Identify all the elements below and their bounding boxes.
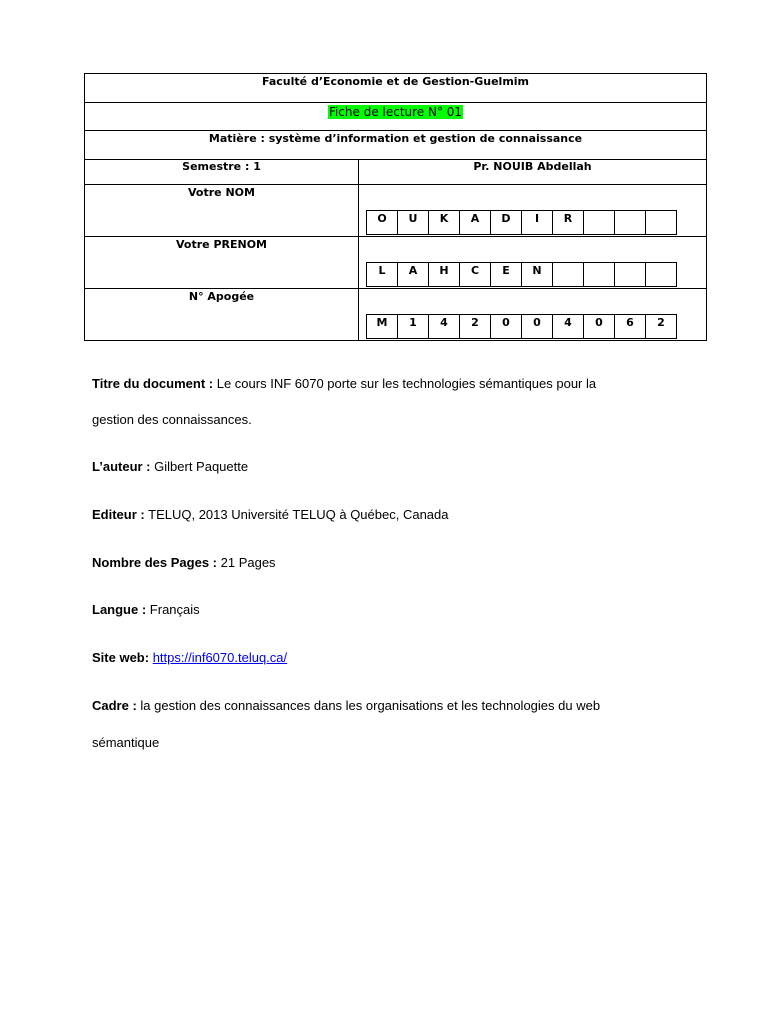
author-label: L’auteur : xyxy=(92,459,151,474)
firstname-letter-boxes xyxy=(366,262,677,287)
semester-cell xyxy=(85,160,359,185)
letter-box: D xyxy=(491,211,522,235)
letter-box xyxy=(584,263,615,287)
editor-label: Editeur : xyxy=(92,507,145,522)
firstname-label-cell xyxy=(85,237,359,289)
website-field xyxy=(92,650,692,666)
apogee-digit-boxes xyxy=(366,314,677,339)
digit-box: M xyxy=(367,315,398,339)
apogee-boxes-cell xyxy=(359,289,707,341)
name-label: Votre NOM xyxy=(188,186,255,199)
letter-box xyxy=(646,211,677,235)
letter-box: N xyxy=(522,263,553,287)
title-label: Titre du document : xyxy=(92,376,214,391)
pages-value: 21 Pages xyxy=(220,555,276,570)
frame-value: la gestion des connaissances dans les organisations et les technologies du web xyxy=(140,698,601,713)
letter-box xyxy=(646,263,677,287)
semester: Semestre : 1 xyxy=(182,160,261,173)
digit-box: 4 xyxy=(553,315,584,339)
sheet-title-cell xyxy=(85,103,707,131)
frame-field xyxy=(92,698,692,714)
name-letter-boxes xyxy=(366,210,677,235)
subject: Matière : système d’information et gestion de connaissance xyxy=(208,132,583,145)
title-value: Le cours INF 6070 porte sur les technologies sémantiques pour la xyxy=(216,376,597,391)
professor-cell xyxy=(359,160,707,185)
name-boxes-cell xyxy=(359,185,707,237)
pages-label: Nombre des Pages : xyxy=(92,555,217,570)
letter-box: U xyxy=(398,211,429,235)
subject-cell xyxy=(85,131,707,160)
digit-box: 0 xyxy=(584,315,615,339)
letter-box: E xyxy=(491,263,522,287)
website-link[interactable]: https://inf6070.teluq.ca/ xyxy=(152,650,288,665)
digit-box: 6 xyxy=(615,315,646,339)
letter-box: A xyxy=(460,211,491,235)
name-label-cell xyxy=(85,185,359,237)
title-value-continued: gestion des connaissances. xyxy=(92,412,252,427)
digit-box: 0 xyxy=(491,315,522,339)
letter-box: H xyxy=(429,263,460,287)
frame-label: Cadre : xyxy=(92,698,137,713)
frame-value-continued: sémantique xyxy=(92,735,160,750)
digit-box: 4 xyxy=(429,315,460,339)
digit-box: 2 xyxy=(460,315,491,339)
language-value: Français xyxy=(149,602,200,617)
professor: Pr. NOUIB Abdellah xyxy=(473,160,592,173)
language-label: Langue : xyxy=(92,602,147,617)
letter-box xyxy=(553,263,584,287)
letter-box: I xyxy=(522,211,553,235)
faculty-cell xyxy=(85,74,707,103)
author-value: Gilbert Paquette xyxy=(154,459,249,474)
website-label: Site web: xyxy=(92,650,150,665)
language-field xyxy=(92,602,692,618)
letter-box xyxy=(584,211,615,235)
letter-box: C xyxy=(460,263,491,287)
letter-box xyxy=(615,263,646,287)
firstname-boxes-cell xyxy=(359,237,707,289)
firstname-label: Votre PRENOM xyxy=(176,238,267,251)
sheet-title: Fiche de lecture N° 01 xyxy=(328,105,463,119)
letter-box: K xyxy=(429,211,460,235)
frame-field-continued xyxy=(92,735,692,751)
title-field xyxy=(92,376,692,392)
author-field xyxy=(92,459,692,475)
digit-box: 2 xyxy=(646,315,677,339)
apogee-label-cell xyxy=(85,289,359,341)
digit-box: 1 xyxy=(398,315,429,339)
title-field-continued xyxy=(92,412,692,428)
letter-box: L xyxy=(367,263,398,287)
letter-box: R xyxy=(553,211,584,235)
faculty-name: Faculté d’Economie et de Gestion-Guelmim xyxy=(261,75,530,88)
letter-box xyxy=(615,211,646,235)
header-table xyxy=(84,73,707,341)
editor-value: TELUQ, 2013 Université TELUQ à Québec, Canada xyxy=(148,507,449,522)
letter-box: A xyxy=(398,263,429,287)
pages-field xyxy=(92,555,692,571)
editor-field xyxy=(92,507,692,523)
apogee-label: N° Apogée xyxy=(188,290,255,303)
letter-box: O xyxy=(367,211,398,235)
digit-box: 0 xyxy=(522,315,553,339)
